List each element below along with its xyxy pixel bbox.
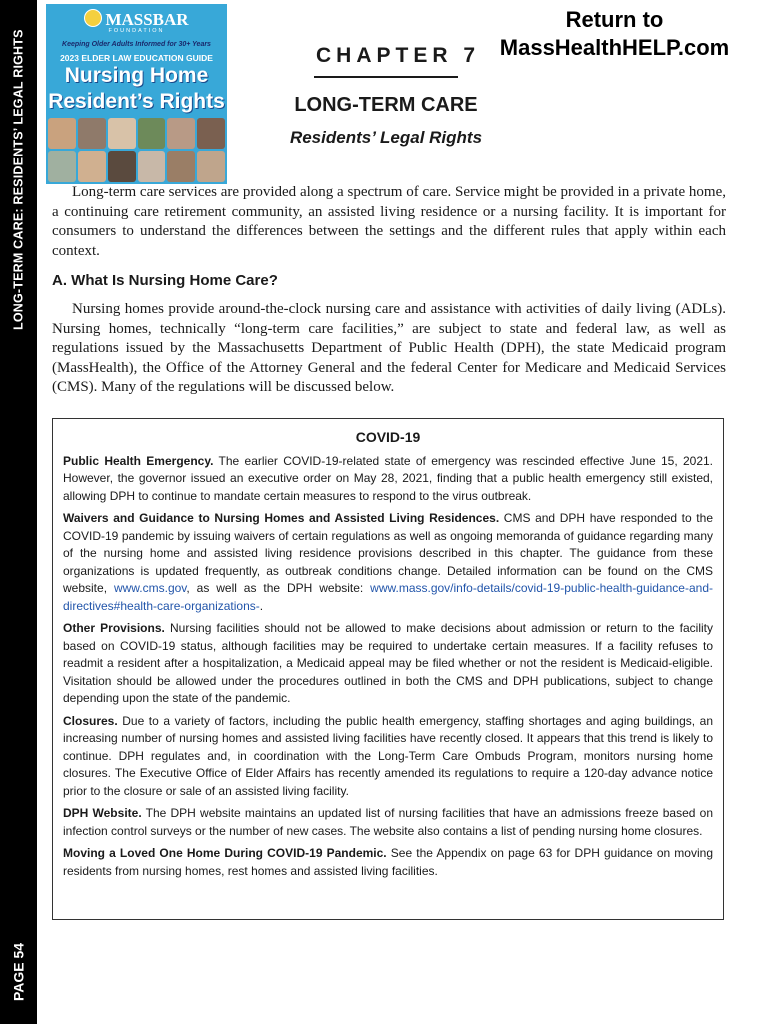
covid-item-text: CMS and DPH have responded to the COVID-19 pandemic by issuing waivers of certain regulations as well as ongoing memoranda of guidance regarding many of the nursing home and assisted living residence provisions described in this chapter. The guidance from these organizations is updated frequently, as outbreak conditions change. Detailed information can be found on the CMS website, <box>63 511 713 595</box>
chapter-label: CHAPTER 7 <box>316 44 481 67</box>
photo-tile <box>78 118 106 149</box>
sidebar-title: LONG-TERM CARE: RESIDENTS’ LEGAL RIGHTS <box>11 29 26 330</box>
covid-item-text: . <box>259 598 264 613</box>
photo-tile <box>138 118 166 149</box>
covid-item <box>63 510 713 615</box>
photo-tile <box>197 151 225 182</box>
photo-tile <box>138 151 166 182</box>
photo-tile <box>108 151 136 182</box>
photo-tile <box>78 151 106 182</box>
covid-item-text: , as well as the DPH website: <box>186 581 371 595</box>
covid-item-label: Public Health Emergency. <box>63 453 214 468</box>
covid-item-label: DPH Website. <box>63 806 142 820</box>
photo-tile <box>197 118 225 149</box>
cover-title-line1: Nursing Home <box>64 64 209 87</box>
resident-photos <box>48 118 225 182</box>
return-link[interactable]: Return to MassHealthHELP.com <box>499 7 730 60</box>
covid-item-text: Nursing facilities should not be allowed to make decisions about admission or return to the facility based on COVID-19 status, although facilities may be required to undertake certain measures. If a facility refuses to readmit a resident after a hospitalization, a Medicaid appeal may be filed whether or not the resident is Medicaid-eligible. Visitation should be allowed under the procedures outlined in both the CMS and DPH publications, subject to change depending upon the state of the pandemic. <box>63 621 714 705</box>
dph-link[interactable]: www.mass.gov/info-details/covid-19-public-health-guidance-and-directives#health-care-organizations- <box>63 581 713 613</box>
covid-box <box>52 418 724 920</box>
sidebar <box>0 0 37 1024</box>
photo-tile <box>48 151 76 182</box>
covid-item <box>63 805 713 840</box>
cms-link[interactable]: www.cms.gov <box>113 581 187 595</box>
covid-item-text: See the Appendix on page 63 for DPH guidance on moving residents from nursing homes, rest homes and assisted living facilities. <box>63 846 713 878</box>
photo-tile <box>167 151 195 182</box>
covid-item-text: The earlier COVID-19-related state of emergency was rescinded effective June 15, 2021. However, the governor issued an executive order on May 28, 2021, finding that a public health emergency still existed, allowing DPH to continue to mandate certain measures to respond to the virus outbreak. <box>63 453 713 503</box>
intro-paragraph: Long-term care services are provided along a spectrum of care. Service might be provided in a private home, a continuing care retirement community, an assisted living residence or a nursing facility. It is important for consumers to understand the differences between the settings and the different rules that apply within each context. <box>52 184 726 259</box>
covid-item <box>63 453 713 506</box>
covid-item <box>63 845 713 880</box>
massbar-logo <box>46 9 227 30</box>
page-number: PAGE 54 <box>10 942 27 1002</box>
covid-item-text: The DPH website maintains an updated list of nursing facilities that have an admissions freeze based on infection control surveys or the number of new cases. The website also contains a list of pending nursing home closures. <box>63 806 713 838</box>
chapter-rule <box>314 76 458 78</box>
cover-guide-label: 2023 ELDER LAW EDUCATION GUIDE <box>60 53 213 63</box>
covid-item-label: Waivers and Guidance to Nursing Homes and Assisted Living Residences. <box>63 511 500 525</box>
covid-item-label: Moving a Loved One Home During COVID-19 Pandemic. <box>63 846 387 860</box>
chapter-title: LONG-TERM CARE <box>294 94 478 116</box>
guide-cover-image[interactable] <box>46 4 227 184</box>
covid-item <box>63 620 713 708</box>
cover-tagline: Keeping Older Adults Informed for 30+ Years <box>62 41 211 48</box>
logo-text: MASSBAR <box>105 10 189 29</box>
covid-item-text: Due to a variety of factors, including the public health emergency, staffing shortages and aging buildings, an increasing number of nursing homes and assisted living facilities have recently closed. It appears that this trend is likely to continue. DPH regulates and, in coordination with the Long-Term Care Ombuds Program, monitors nursing home closures. The Executive Office of Elder Affairs has recently amended its regulations to require a 120-day advance notice prior to the closure or sale of an assisted living facility. <box>63 713 713 798</box>
covid-item-label: Closures. <box>63 713 118 728</box>
photo-tile <box>108 118 136 149</box>
covid-item-label: Other Provisions. <box>63 621 165 635</box>
seal-icon <box>84 9 102 27</box>
photo-tile <box>167 118 195 149</box>
section-a-heading: A. What Is Nursing Home Care? <box>52 272 278 289</box>
covid-heading: COVID-19 <box>355 429 421 445</box>
cover-title-line2: Resident’s Rights <box>48 90 225 113</box>
foundation-text: FOUNDATION <box>108 28 165 34</box>
photo-tile <box>48 118 76 149</box>
chapter-subtitle: Residents’ Legal Rights <box>289 128 483 147</box>
covid-item <box>63 713 713 801</box>
section-a-paragraph: Nursing homes provide around-the-clock nursing care and assistance with activities of daily living (ADLs). Nursing homes, technically “long-term care facilities,” are subject to state and federal law, as well as regulations issued by the Massachusetts Department of Public Health (DPH), the state Medicaid program (MassHealth), the Office of the Attorney General and the federal Center for Medicare and Medicaid Services (CMS). Many of the regulations will be discussed below. <box>52 301 726 396</box>
